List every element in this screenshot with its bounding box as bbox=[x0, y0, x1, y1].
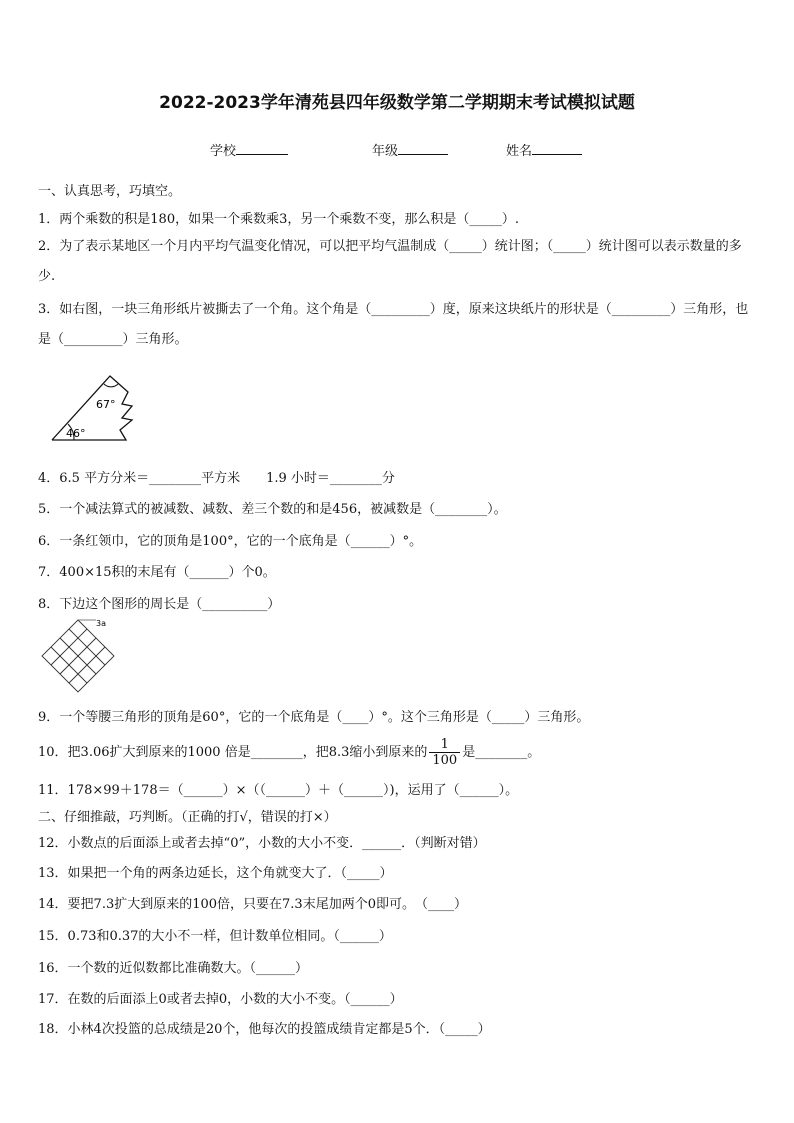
name-blank[interactable] bbox=[532, 141, 582, 155]
page-title: 2022-2023学年清苑县四年级数学第二学期期末考试模拟试题 bbox=[159, 93, 635, 113]
fraction-numerator: 1 bbox=[429, 737, 460, 753]
question-3: 3．如右图，一块三角形纸片被撕去了一个角。这个角是（_________）度，原来这块纸片的形状是（_________）三角形，也是（_________）三角形。 bbox=[38, 302, 749, 347]
question-17: 17．在数的后面添上0或者去掉0，小数的大小不变。（______） bbox=[38, 992, 403, 1007]
question-11: 11．178×99＋178＝（______）×（（______）＋（______）)，运用了（______）。 bbox=[38, 783, 519, 798]
staircase-grid-figure bbox=[38, 616, 118, 700]
name-field bbox=[506, 140, 582, 159]
fraction-denominator: 100 bbox=[432, 753, 458, 768]
school-field bbox=[210, 140, 288, 159]
question-7: 7．400×15积的末尾有（______）个0。 bbox=[38, 565, 276, 580]
fraction bbox=[429, 737, 460, 768]
section-1-heading: 一、认真思考，巧填空。 bbox=[38, 184, 182, 199]
question-16: 16．一个数的近似数都比准确数大。（______） bbox=[38, 961, 309, 976]
grade-field bbox=[372, 140, 448, 159]
angle-46-label: 46° bbox=[66, 427, 86, 440]
question-6: 6．一条红领巾，它的顶角是100°，它的一个底角是（______）°。 bbox=[38, 534, 423, 549]
question-15: 15．0.73和0.37的大小不一样，但计数单位相同。（______） bbox=[38, 929, 392, 944]
question-5: 5．一个减法算式的被减数、减数、差三个数的和是456，被减数是（________）。 bbox=[38, 502, 507, 517]
grade-blank[interactable] bbox=[398, 141, 448, 155]
question-4: 4．6.5 平方分米＝________平方米 1.9 小时＝________分 bbox=[38, 471, 395, 486]
question-18: 18．小林4次投篮的总成绩是20个，他每次的投篮成绩肯定都是5个．（_____） bbox=[38, 1022, 491, 1037]
name-label: 姓名 bbox=[506, 144, 533, 159]
question-8: 8．下边这个图形的周长是（__________） bbox=[38, 597, 281, 612]
question-9: 9．一个等腰三角形的顶角是60°，它的一个底角是（____）°。这个三角形是（_____）三角形。 bbox=[38, 710, 590, 725]
question-10-part2: 是________。 bbox=[462, 745, 541, 760]
question-1: 1．两个乘数的积是180，如果一个乘数乘3，另一个乘数不变，那么积是（_____）. bbox=[38, 212, 519, 227]
angle-67-label: 67° bbox=[96, 398, 116, 411]
question-10 bbox=[38, 737, 540, 768]
school-label: 学校 bbox=[210, 144, 237, 159]
section-2-heading: 二、仔细推敲，巧判断。（正确的打√，错误的打×） bbox=[38, 810, 337, 825]
question-2: 2．为了表示某地区一个月内平均气温变化情况，可以把平均气温制成（_____）统计图；（_____）统计图可以表示数量的多少. bbox=[38, 239, 742, 284]
question-13: 13．如果把一个角的两条边延长，这个角就变大了．（_____） bbox=[38, 866, 393, 881]
question-14: 14．要把7.3扩大到原来的100倍，只要在7.3末尾加两个0即可。 （____） bbox=[38, 897, 467, 912]
torn-triangle-figure bbox=[48, 372, 138, 444]
question-10-part1: 10．把3.06扩大到原来的1000 倍是________，把8.3缩小到原来的 bbox=[38, 745, 428, 760]
question-12: 12．小数点的后面添上或者去掉“0”，小数的大小不变．______．（判断对错） bbox=[38, 836, 486, 851]
side-3a-label: 3a bbox=[96, 619, 106, 628]
school-blank[interactable] bbox=[236, 141, 288, 155]
grade-label: 年级 bbox=[372, 144, 399, 159]
